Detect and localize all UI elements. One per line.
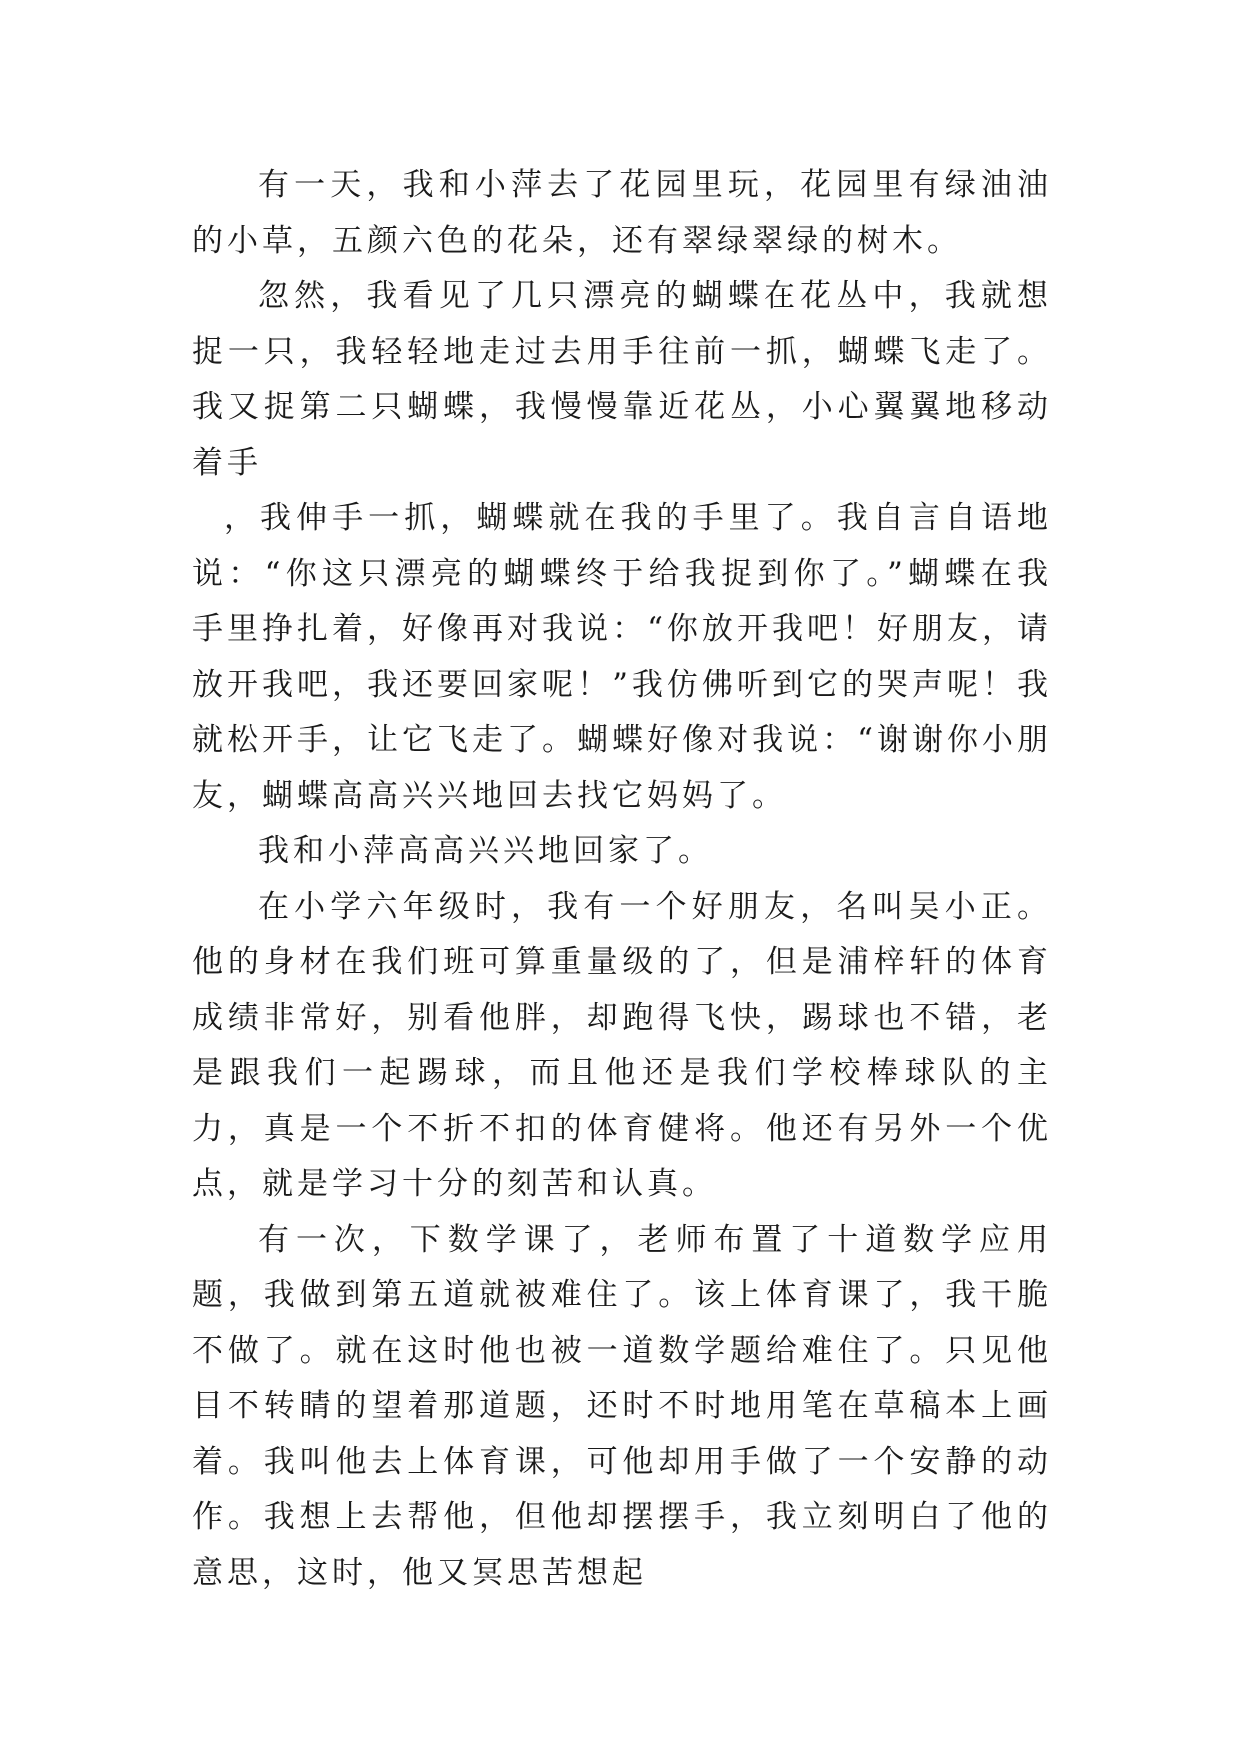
paragraph-math-story: 有一次，下数学课了，老师布置了十道数学应用题，我做到第五道就被难住了。该上体育课了，我干脆不做了。就在这时他也被一道数学题给难住了。只见他目不转睛的望着那道题，还时不时地用笔在草稿本上画着。我叫他去上体育课，可他却用手做了一个安静的动作。我想上去帮他，但他却摆摆手，我立刻明白了他的意思，这时，他又冥思苦想起 bbox=[192, 1221, 1052, 1591]
document-body bbox=[192, 158, 1052, 1601]
paragraph-butterfly-chase: 忽然，我看见了几只漂亮的蝴蝶在花丛中，我就想捉一只，我轻轻地走过去用手往前一抓，蝴蝶飞走了。我又捉第二只蝴蝶，我慢慢靠近花丛，小心翼翼地移动着手 bbox=[192, 278, 1052, 481]
paragraph-butterfly-caught: ，我伸手一抓，蝴蝶就在我的手里了。我自言自语地说：“你这只漂亮的蝴蝶终于给我捉到你了。”蝴蝶在我手里挣扎着，好像再对我说：“你放开我吧！好朋友，请放开我吧，我还要回家呢！”我仿佛听到它的哭声呢！我就松开手，让它飞走了。蝴蝶好像对我说：“谢谢你小朋友，蝴蝶高高兴兴地回去找它妈妈了。 bbox=[192, 500, 1052, 814]
paragraph-return-home: 我和小萍高高兴兴地回家了。 bbox=[258, 833, 713, 869]
paragraph-garden: 有一天，我和小萍去了花园里玩，花园里有绿油油的小草，五颜六色的花朵，还有翠绿翠绿的树木。 bbox=[192, 167, 1052, 259]
paragraph-friend-intro: 在小学六年级时，我有一个好朋友，名叫吴小正。他的身材在我们班可算重量级的了，但是浦梓轩的体育成绩非常好，别看他胖，却跑得飞快，踢球也不错，老是跟我们一起踢球，而且他还是我们学校棒球队的主力，真是一个不折不扣的体育健将。他还有另外一个优点，就是学习十分的刻苦和认真。 bbox=[192, 888, 1052, 1202]
